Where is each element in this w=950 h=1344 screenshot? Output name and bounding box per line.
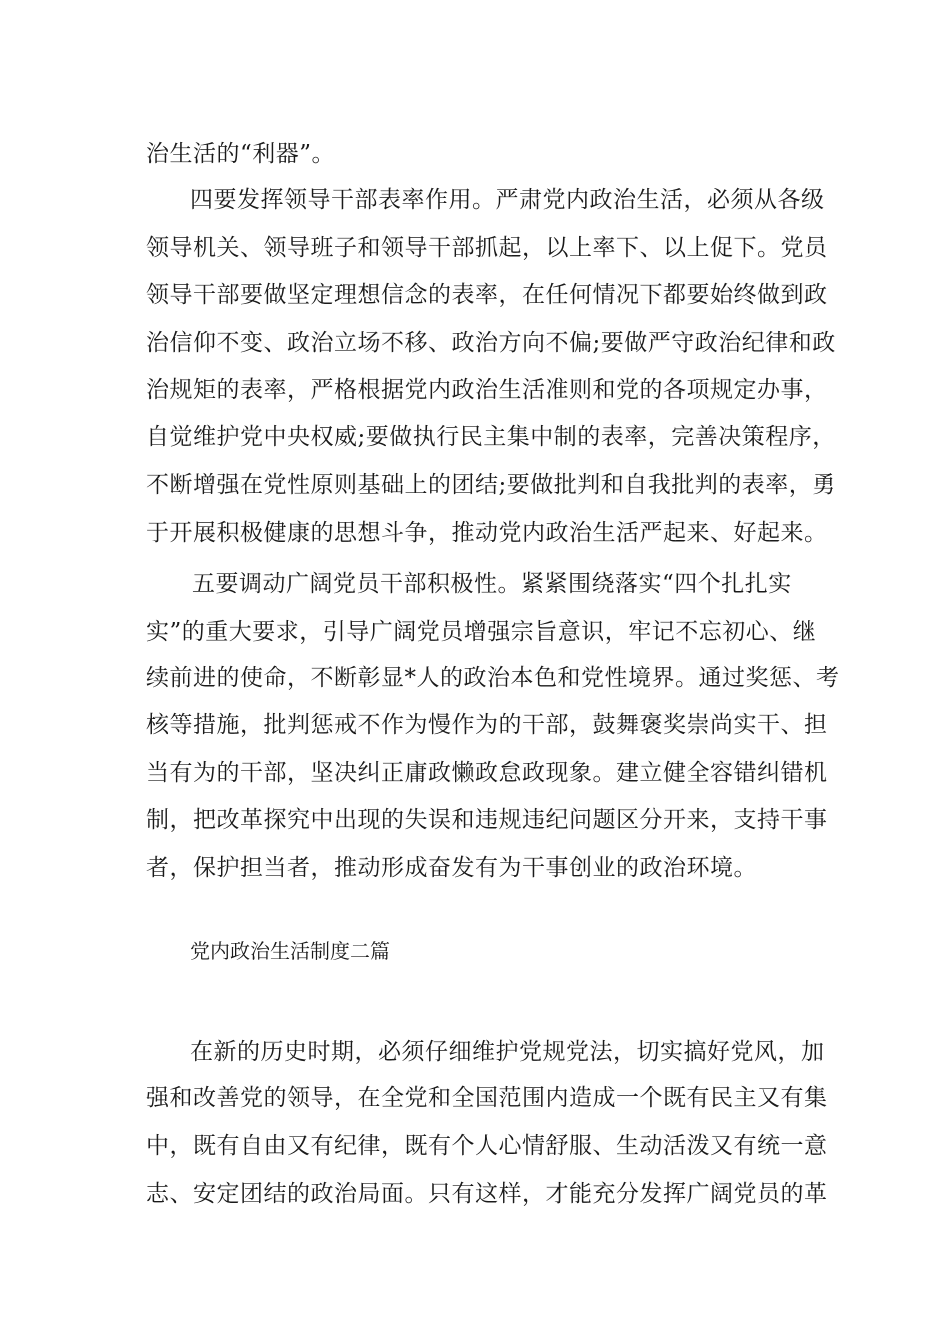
paragraph-line: 强和改善党的领导，在全党和全国范围内造成一个既有民主又有集 (146, 1085, 828, 1111)
paragraph-line: 续前进的使命，不断彰显*人的政治本色和党性境界。通过奖惩、考 (146, 665, 840, 691)
paragraph-line: 自觉维护党中央权威;要做执行民主集中制的表率，完善决策程序， (146, 424, 836, 450)
paragraph-line: 在新的历史时期，必须仔细维护党规党法，切实搞好党风，加 (190, 1039, 825, 1065)
paragraph-line: 实”的重大要求，引导广阔党员增强宗旨意识，牢记不忘初心、继 (146, 619, 817, 645)
paragraph-line: 领导机关、领导班子和领导干部抓起，以上率下、以上促下。党员 (146, 235, 828, 261)
section-heading: 党内政治生活制度二篇 (190, 939, 390, 963)
paragraph-line: 领导干部要做坚定理想信念的表率，在任何情况下都要始终做到政 (146, 282, 828, 308)
paragraph-line: 中，既有自由又有纪律，既有个人心情舒服、生动活泼又有统一意 (146, 1133, 828, 1159)
paragraph-line: 志、安定团结的政治局面。只有这样，才能充分发挥广阔党员的革 (146, 1181, 828, 1207)
paragraph-line: 核等措施，批判惩戒不作为慢作为的干部，鼓舞褒奖崇尚实干、担 (146, 712, 828, 738)
paragraph-line: 当有为的干部，坚决纠正庸政懒政怠政现象。建立健全容错纠错机 (146, 760, 828, 786)
paragraph-line: 治信仰不变、政治立场不移、政治方向不偏;要做严守政治纪律和政 (146, 330, 836, 356)
paragraph-line: 制，把改革探究中出现的失误和违规违纪问题区分开来，支持干事 (146, 807, 828, 833)
paragraph-line: 于开展积极健康的思想斗争，推动党内政治生活严起来、好起来。 (146, 520, 828, 546)
paragraph-line: 五要调动广阔党员干部积极性。紧紧围绕落实“四个扎扎实 (192, 571, 792, 597)
paragraph-line: 不断增强在党性原则基础上的团结;要做批判和自我批判的表率，勇 (146, 472, 836, 498)
paragraph-line: 治规矩的表率，严格根据党内政治生活准则和党的各项规定办事， (146, 377, 828, 403)
paragraph-line: 者，保护担当者，推动形成奋发有为干事创业的政治环境。 (146, 855, 757, 881)
paragraph-line: 治生活的“利器”。 (146, 141, 336, 167)
paragraph-line: 四要发挥领导干部表率作用。严肃党内政治生活，必须从各级 (190, 187, 825, 213)
